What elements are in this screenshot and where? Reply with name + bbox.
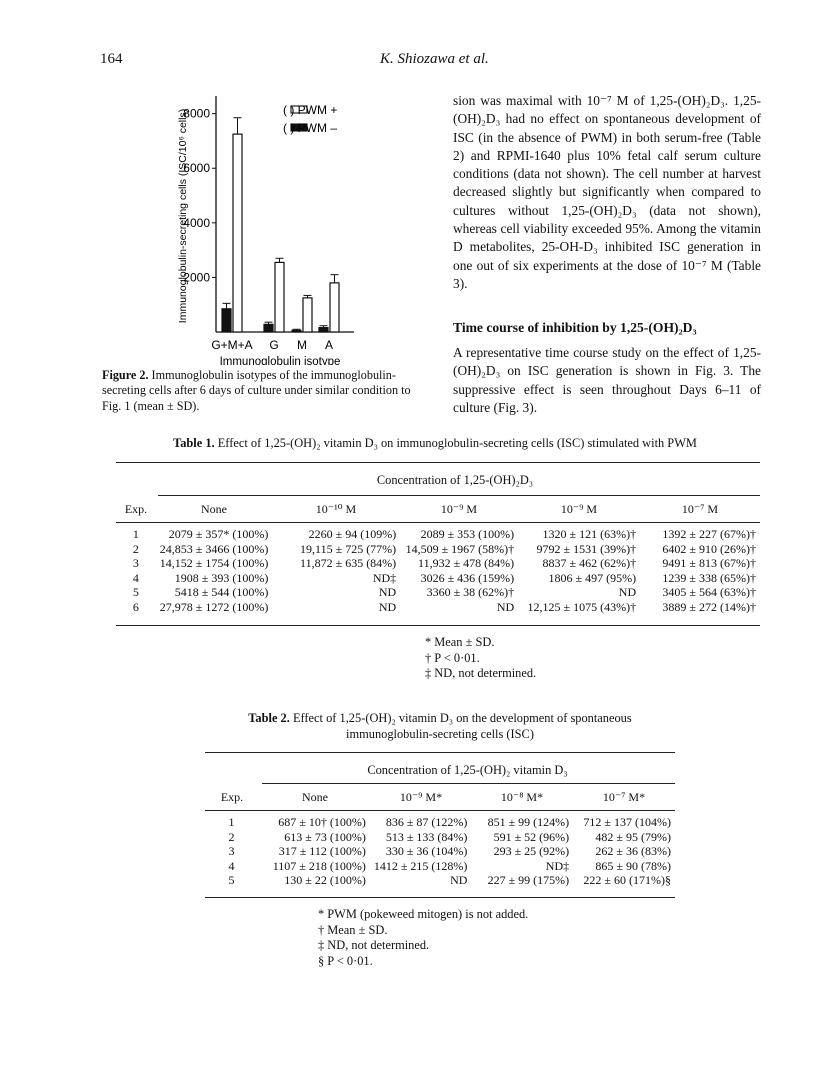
table-2 <box>205 790 675 805</box>
footnote: ‡ ND, not determined. <box>318 938 430 952</box>
table-1-header-row <box>116 502 760 517</box>
footnote: † Mean ± SD. <box>318 922 388 937</box>
table-cell: 851 ± 99 (124%) <box>487 815 570 829</box>
table-1-body <box>116 527 760 615</box>
table-cell: 2089 ± 353 (100%) <box>420 527 515 541</box>
footnote: † P < 0·01. <box>425 650 480 665</box>
exp-number: 2 <box>132 541 139 556</box>
bar-pwm-minus <box>264 324 273 332</box>
table-1-bottom-rule <box>116 625 760 626</box>
chart-bars <box>222 118 339 332</box>
table-2-label: Table 2. <box>248 711 290 725</box>
table-cell: 9792 ± 1531 (39%)† <box>536 541 637 556</box>
table-row <box>116 600 760 615</box>
table-cell: ND <box>378 585 397 600</box>
table-cell: 14,152 ± 1754 (100%) <box>159 556 269 571</box>
table-row <box>205 830 675 845</box>
figure-2-caption <box>102 368 430 414</box>
table-1-caption <box>110 435 760 451</box>
table-cell: 1239 ± 338 (65%)† <box>662 570 756 585</box>
chart-legend <box>283 103 337 135</box>
figure-2-chart <box>100 80 440 365</box>
table-cell: 9491 ± 813 (67%)† <box>662 556 756 571</box>
table-cell: 865 ± 90 (78%) <box>595 858 671 873</box>
table-cell: 836 ± 87 (122%) <box>385 815 468 829</box>
table-2-bottom-rule <box>205 897 675 898</box>
table-cell: 330 ± 36 (104%) <box>385 844 468 859</box>
exp-number: 3 <box>132 556 139 571</box>
table-1-col-exp: Exp. <box>124 502 148 516</box>
y-tick-label: 8000 <box>183 106 210 121</box>
table-1-col-header: None <box>201 502 227 516</box>
table-row <box>116 542 760 557</box>
table-cell: ND <box>496 599 515 614</box>
body-paragraph-1: sion was maximal with 10⁻⁷ M of 1,25-(OH)₂D₃. 1,25-(OH)₂D₃ had no effect on spontaneous development of ISC (in the absence of PWM) in both serum-free (Table 2) and RPMI-1640 plus 10% fetal calf serum culture conditions (data not shown). The cell number at harvest decreased slightly but significantly when compared to cultures without 1,25-(OH)₂D₃ (data not shown), whereas cell viability exceeded 95%. Among the vitamin D metabolites, 25-OH-D₃ inhibited ISC generation in one out of six experiments at the dose of 10⁻⁷ M (Table 3). <box>453 93 761 291</box>
table-cell: 2079 ± 357* (100%) <box>168 527 269 541</box>
table-2-col-header: None <box>302 790 328 804</box>
footnote: § P < 0·01. <box>318 953 373 968</box>
x-axis-label: Immunoglobulin isotype <box>219 356 341 365</box>
section-title: Time course of inhibition by 1,25-(OH)₂D₃ <box>453 320 697 335</box>
table-cell: 1908 ± 393 (100%) <box>174 570 269 585</box>
table-1-title: Effect of 1,25-(OH)₂ vitamin D₃ on immunoglobulin-secreting cells (ISC) stimulated with PWM <box>217 436 697 450</box>
bar-pwm-plus <box>330 283 339 332</box>
bar-pwm-plus <box>233 134 242 332</box>
bar-pwm-plus <box>303 298 312 332</box>
y-tick-label: 4000 <box>183 215 210 230</box>
table-1-span-header: Concentration of 1,25-(OH)₂D₃ <box>376 473 534 487</box>
table-cell: 3889 ± 272 (14%)† <box>662 599 756 614</box>
table-cell: 19,115 ± 725 (77%) <box>300 541 397 556</box>
table-cell: 262 ± 36 (83%) <box>595 844 671 859</box>
exp-number: 2 <box>228 829 235 844</box>
table-cell: 3026 ± 436 (159%) <box>420 570 515 585</box>
table-cell: 24,853 ± 3466 (100%) <box>159 541 269 556</box>
body-paragraph-2: A representative time course study on the effect of 1,25-(OH)₂D₃ on ISC generation is shown in Fig. 3. The suppressive effect is seen throughout Days 6–11 of culture (Fig. 3). <box>453 345 761 415</box>
table-1-span-rule <box>158 495 760 496</box>
table-2-title: Effect of 1,25-(OH)₂ vitamin D₃ on the development of spontaneous immunoglobulin-secreting cells (ISC) <box>292 711 632 741</box>
table-cell: 1107 ± 218 (100%) <box>272 858 366 873</box>
table-1-label: Table 1. <box>173 436 215 450</box>
table-cell: 591 ± 52 (96%) <box>493 829 570 844</box>
footnote: ‡ ND, not determined. <box>425 666 537 680</box>
figure-2 <box>100 80 440 365</box>
table-cell: 12,125 ± 1075 (43%)† <box>527 599 637 614</box>
table-2-span-rule <box>262 783 675 784</box>
exp-number: 4 <box>132 570 139 585</box>
table-2-body <box>205 815 675 888</box>
table-cell: 3360 ± 38 (62%)† <box>426 585 515 600</box>
table-1-footnotes <box>425 635 536 682</box>
exp-number: 4 <box>228 858 235 873</box>
table-2-header-row <box>205 790 675 805</box>
table-cell: 1806 ± 497 (95%) <box>548 570 637 585</box>
table-cell: ND‡ <box>372 570 397 585</box>
table-cell: 130 ± 22 (100%) <box>284 873 366 888</box>
table-row <box>205 859 675 874</box>
table-1 <box>116 502 760 517</box>
table-2-col-exp: Exp. <box>220 790 244 804</box>
table-cell: 11,932 ± 478 (84%) <box>418 556 515 571</box>
bar-pwm-minus <box>292 330 301 332</box>
page-number: 164 <box>100 51 123 67</box>
table-row <box>205 873 675 888</box>
table-2-col-header: 10⁻⁸ M* <box>500 790 544 804</box>
table-cell: ND‡ <box>545 858 570 873</box>
table-cell: 11,872 ± 635 (84%) <box>300 556 397 571</box>
table-cell: 1412 ± 215 (128%) <box>373 858 468 873</box>
table-2-span-header: Concentration of 1,25-(OH)₂ vitamin D₃ <box>367 763 568 777</box>
table-cell: 227 ± 99 (175%) <box>487 873 570 888</box>
x-tick-label: G <box>269 338 279 352</box>
table-row <box>205 844 675 859</box>
table-2-header-rule <box>205 810 675 811</box>
table-row <box>116 585 760 600</box>
exp-number: 5 <box>132 585 139 600</box>
bar-pwm-plus <box>275 262 284 332</box>
exp-number: 5 <box>228 873 235 888</box>
table-cell: 27,978 ± 1272 (100%) <box>159 599 269 614</box>
y-tick-label: 2000 <box>183 270 210 285</box>
running-authors: K. Shiozawa et al. <box>380 51 489 67</box>
table-1-col-header: 10⁻⁹ M <box>440 502 478 516</box>
bar-pwm-minus <box>222 309 231 332</box>
table-2-top-rule <box>205 752 675 753</box>
table-cell: 613 ± 73 (100%) <box>284 829 366 844</box>
x-tick-label: A <box>324 338 334 352</box>
exp-number: 1 <box>228 815 235 829</box>
footnote: * PWM (pokeweed mitogen) is not added. <box>318 907 529 921</box>
y-tick-label: 6000 <box>183 161 210 176</box>
footnote: * Mean ± SD. <box>425 635 495 649</box>
table-cell: 712 ± 137 (104%) <box>583 815 671 829</box>
table-2-col-header: 10⁻⁷ M* <box>602 790 646 804</box>
table-cell: 5418 ± 544 (100%) <box>174 585 269 600</box>
exp-number: 6 <box>132 599 139 614</box>
exp-number: 3 <box>228 844 235 859</box>
bar-pwm-minus <box>319 328 328 332</box>
figure-2-caption-text: Immunoglobulin isotypes of the immunoglobulin-secreting cells after 6 days of culture under similar condition to Fig. 1 (mean ± SD). <box>102 368 411 413</box>
table-row <box>116 571 760 586</box>
table-cell: 3405 ± 564 (63%)† <box>662 585 756 600</box>
table-cell: ND <box>618 585 637 600</box>
table-cell: 1320 ± 121 (63%)† <box>542 527 637 541</box>
table-cell: 1392 ± 227 (67%)† <box>662 527 756 541</box>
legend-label: ( ) PWM – <box>283 121 337 135</box>
table-cell: 222 ± 60 (171%)§ <box>583 873 671 888</box>
x-tick-label: G+M+A <box>211 338 253 352</box>
table-cell: 687 ± 10† (100%) <box>278 815 366 829</box>
table-cell: 2260 ± 94 (109%) <box>308 527 397 541</box>
table-1-col-header: 10⁻⁷ M <box>681 502 719 516</box>
table-1-col-header: 10⁻⁹ M <box>560 502 598 516</box>
table-cell: 293 ± 25 (92%) <box>493 844 570 859</box>
table-cell: 513 ± 133 (84%) <box>385 829 468 844</box>
table-row <box>116 556 760 571</box>
table-cell: 14,509 ± 1967 (58%)† <box>405 541 515 556</box>
exp-number: 1 <box>132 527 139 541</box>
table-cell: 482 ± 95 (79%) <box>595 829 671 844</box>
table-1-top-rule <box>116 462 760 463</box>
table-cell: 317 ± 112 (100%) <box>278 844 366 859</box>
figure-2-caption-label: Figure 2. <box>102 368 149 382</box>
table-cell: ND <box>378 599 397 614</box>
legend-label: ( ) PWM + <box>283 103 338 117</box>
table-2-col-header: 10⁻⁹ M* <box>399 790 443 804</box>
table-2-caption <box>205 710 675 742</box>
y-axis-label: Immunoglobulin-secreting cells (ISC/10⁶ cells) <box>177 108 189 324</box>
table-row <box>205 815 675 830</box>
table-cell: 8837 ± 462 (62%)† <box>542 556 637 571</box>
table-cell: ND <box>450 873 468 888</box>
table-2-footnotes <box>318 907 528 969</box>
table-cell: 6402 ± 910 (26%)† <box>662 541 756 556</box>
table-1-col-header: 10⁻¹⁰ M <box>315 502 357 516</box>
x-tick-label: M <box>297 338 307 352</box>
table-row <box>116 527 760 542</box>
table-1-header-rule <box>116 522 760 523</box>
